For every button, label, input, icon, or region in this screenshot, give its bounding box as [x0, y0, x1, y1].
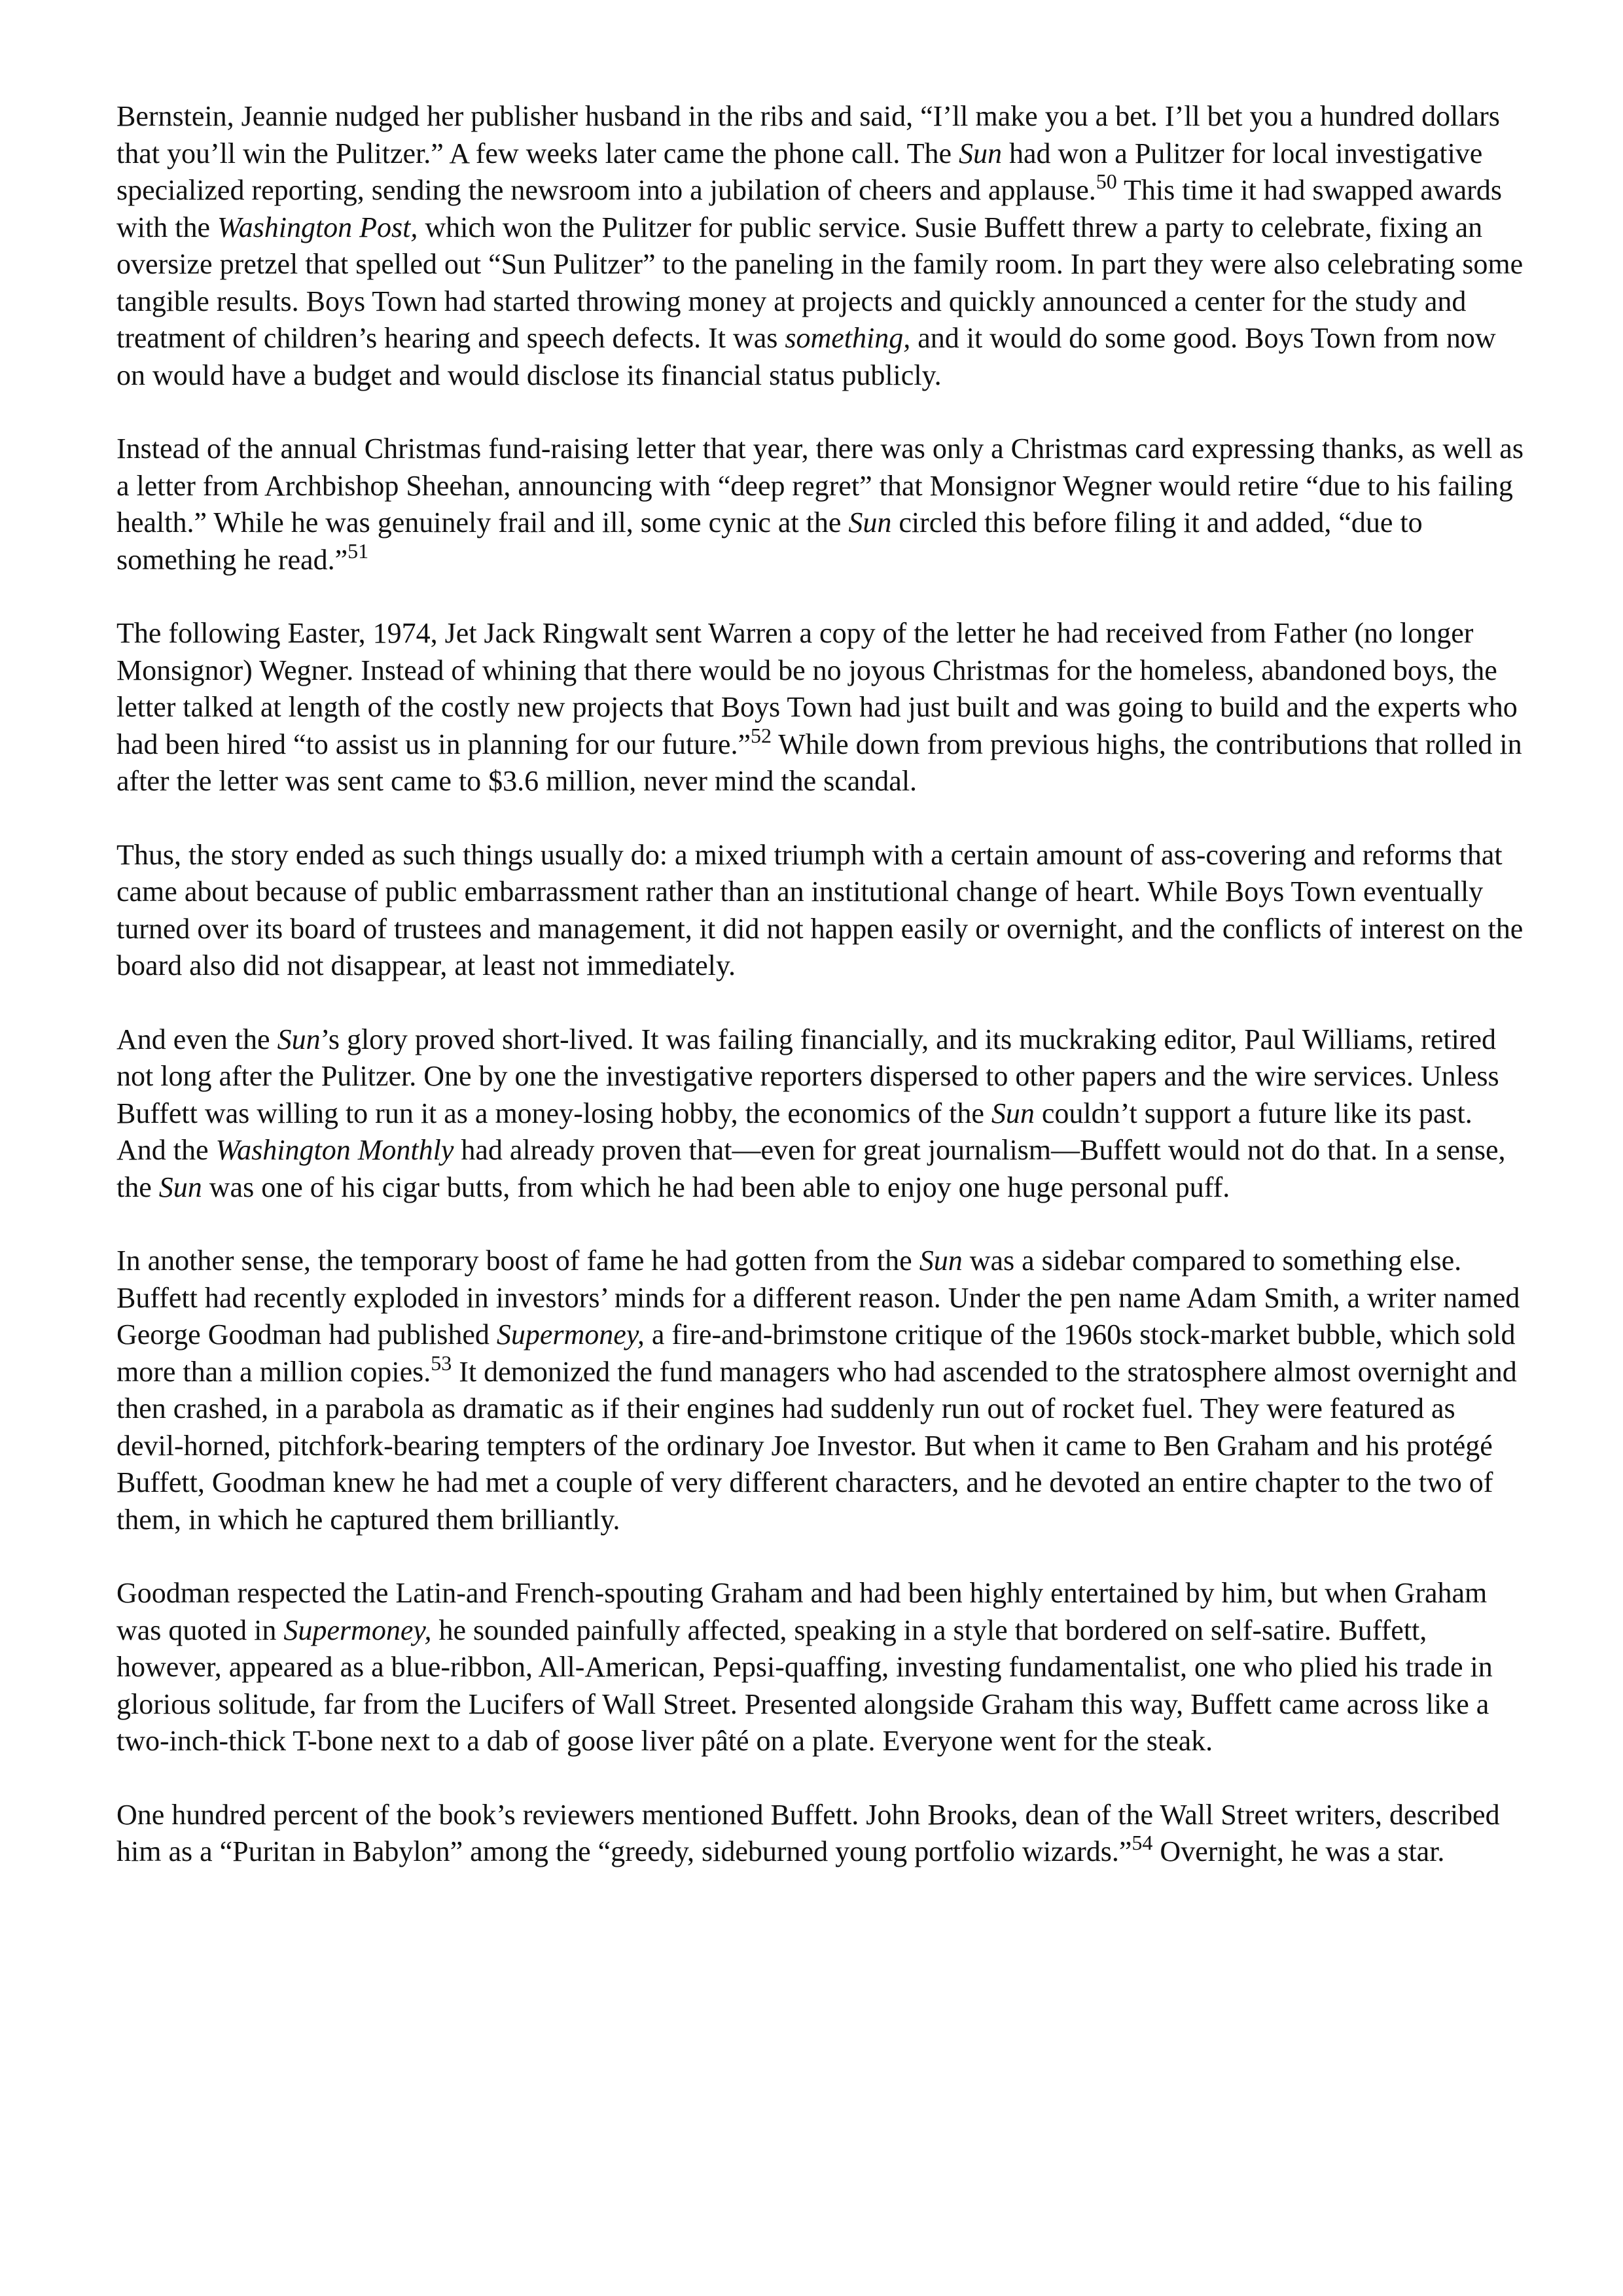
text-run: Overnight, he was a star.: [1152, 1835, 1445, 1867]
paragraph-6: [116, 1243, 1527, 1538]
italic-run: Sun: [919, 1245, 963, 1277]
text-run: couldn’t support a future like its past. And the: [116, 1097, 1472, 1166]
text-run: While down from previous highs, the contributions that rolled in after the letter was sent came to $3.6 million, never mind the scandal.: [116, 728, 1522, 797]
italic-run: something,: [785, 322, 911, 354]
text-run: was a sidebar compared to something else. Buffett had recently exploded in investors’ minds for a different reason. Under the pen name Adam Smith, a writer named George Goodman had published: [116, 1245, 1520, 1351]
paragraph-3: [116, 615, 1527, 800]
text-run: ’s glory proved short-lived. It was failing financially, and its muckraking editor, Paul Williams, retired not long after the Pulitzer. One by one the investigative reporters dispersed to other papers and the wire services. Unless Buffett was willing to run it as a money-losing hobby, the economics of the: [116, 1023, 1499, 1129]
text-run: had won a Pulitzer for local investigative specialized reporting, sending the newsroom into a jubilation of cheers and applause.: [116, 137, 1483, 206]
paragraph-7: [116, 1575, 1527, 1760]
italic-run: Washington Monthly: [215, 1134, 454, 1166]
text-run: It demonized the fund managers who had ascended to the stratosphere almost overnight and then crashed, in a parabola as dramatic as if their engines had suddenly run out of rocket fuel. They were featured as devil-horned, pitchfork-bearing tempters of the ordinary Joe Investor. But when it came to Ben Graham and his protégé Buffett, Goodman knew he had met a couple of very different characters, and he devoted an entire chapter to the two of them, in which he captured them brilliantly.: [116, 1355, 1517, 1536]
text-run: which won the Pulitzer for public service. Susie Buffett threw a party to celebrate, fixing an oversize pretzel that spelled out “Sun Pulitzer” to the paneling in the family room. In part they were also celebrating some tangible results. Boys Town had started throwing money at projects and quickly announced a center for the study and treatment of children’s hearing and speech defects. It was: [116, 211, 1524, 354]
paragraph-4: [116, 837, 1527, 985]
text-run: Instead of the annual Christmas fund-raising letter that year, there was only a Christmas card expressing thanks, as well as a letter from Archbishop Sheehan, announcing with “deep regret” that Monsignor Wegner would retire “due to his failing health.” While he was genuinely frail and ill, some cynic at the: [116, 433, 1524, 539]
text-run: In another sense, the temporary boost of fame he had gotten from the: [116, 1245, 919, 1277]
document-page: [116, 98, 1527, 1871]
text-run: circled this before filing it and added, “due to something he read.”: [116, 506, 1423, 576]
text-run: Goodman respected the Latin-and French-spouting Graham and had been highly entertained by him, but when Graham was quoted in: [116, 1577, 1488, 1646]
text-run: was one of his cigar butts, from which he had been able to enjoy one huge personal puff.: [202, 1171, 1230, 1203]
text-run: One hundred percent of the book’s reviewers mentioned Buffett. John Brooks, dean of the Wall Street writers, described him as a “Puritan in Babylon” among the “greedy, sideburned young portfolio wizards.”: [116, 1798, 1500, 1867]
italic-run: Sun: [277, 1023, 321, 1055]
text-run: he sounded painfully affected, speaking in a style that bordered on self-satire. Buffett, however, appeared as a blue-ribbon, All-American, Pepsi-quaffing, investing fundamentalist, one who plied his trade in glorious solitude, far from the Lucifers of Wall Street. Presented alongside Graham this way, Buffett came across like a two-inch-thick T-bone next to a dab of goose liver pâté on a plate. Everyone went for the steak.: [116, 1614, 1493, 1757]
text-run: and it would do some good. Boys Town from now on would have a budget and would disclose its financial status publicly.: [116, 322, 1496, 391]
text-run: And even the: [116, 1023, 277, 1055]
paragraph-1: [116, 98, 1527, 394]
footnote-ref-54: 54: [1132, 1831, 1153, 1854]
italic-run: Supermoney,: [496, 1318, 645, 1351]
italic-run: Washington Post,: [217, 211, 418, 243]
footnote-ref-51: 51: [348, 539, 369, 563]
text-run: This time it had swapped awards with the: [116, 174, 1502, 243]
footnote-ref-52: 52: [750, 723, 772, 747]
italic-run: Sun: [991, 1097, 1035, 1129]
text-run: Bernstein, Jeannie nudged her publisher husband in the ribs and said, “I’ll make you a bet. I’ll bet you a hundred dollars that you’ll win the Pulitzer.” A few weeks later came the phone call. The: [116, 100, 1500, 169]
footnote-ref-50: 50: [1096, 169, 1117, 193]
italic-run: Supermoney,: [283, 1614, 432, 1646]
italic-run: Sun: [959, 137, 1002, 169]
text-run: had already proven that—even for great journalism—Buffett would not do that. In a sense, the: [116, 1134, 1506, 1203]
footnote-ref-53: 53: [431, 1351, 452, 1375]
paragraph-8: [116, 1797, 1527, 1871]
text-run: a fire-and-brimstone critique of the 1960s stock-market bubble, which sold more than a million copies.: [116, 1318, 1516, 1388]
paragraph-5: [116, 1021, 1527, 1207]
text-run: The following Easter, 1974, Jet Jack Ringwalt sent Warren a copy of the letter he had received from Father (no longer Monsignor) Wegner. Instead of whining that there would be no joyous Christmas for the homeless, abandoned boys, the letter talked at length of the costly new projects that Boys Town had just built and was going to build and the experts who had been hired “to assist us in planning for our future.”: [116, 617, 1518, 760]
paragraph-2: [116, 431, 1527, 578]
italic-run: Sun: [848, 506, 892, 539]
text-run: Thus, the story ended as such things usually do: a mixed triumph with a certain amount of ass-covering and reforms that came about because of public embarrassment rather than an institutional change of heart. While Boys Town eventually turned over its board of trustees and management, it did not happen easily or overnight, and the conflicts of interest on the board also did not disappear, at least not immediately.: [116, 838, 1524, 981]
italic-run: Sun: [158, 1171, 202, 1203]
